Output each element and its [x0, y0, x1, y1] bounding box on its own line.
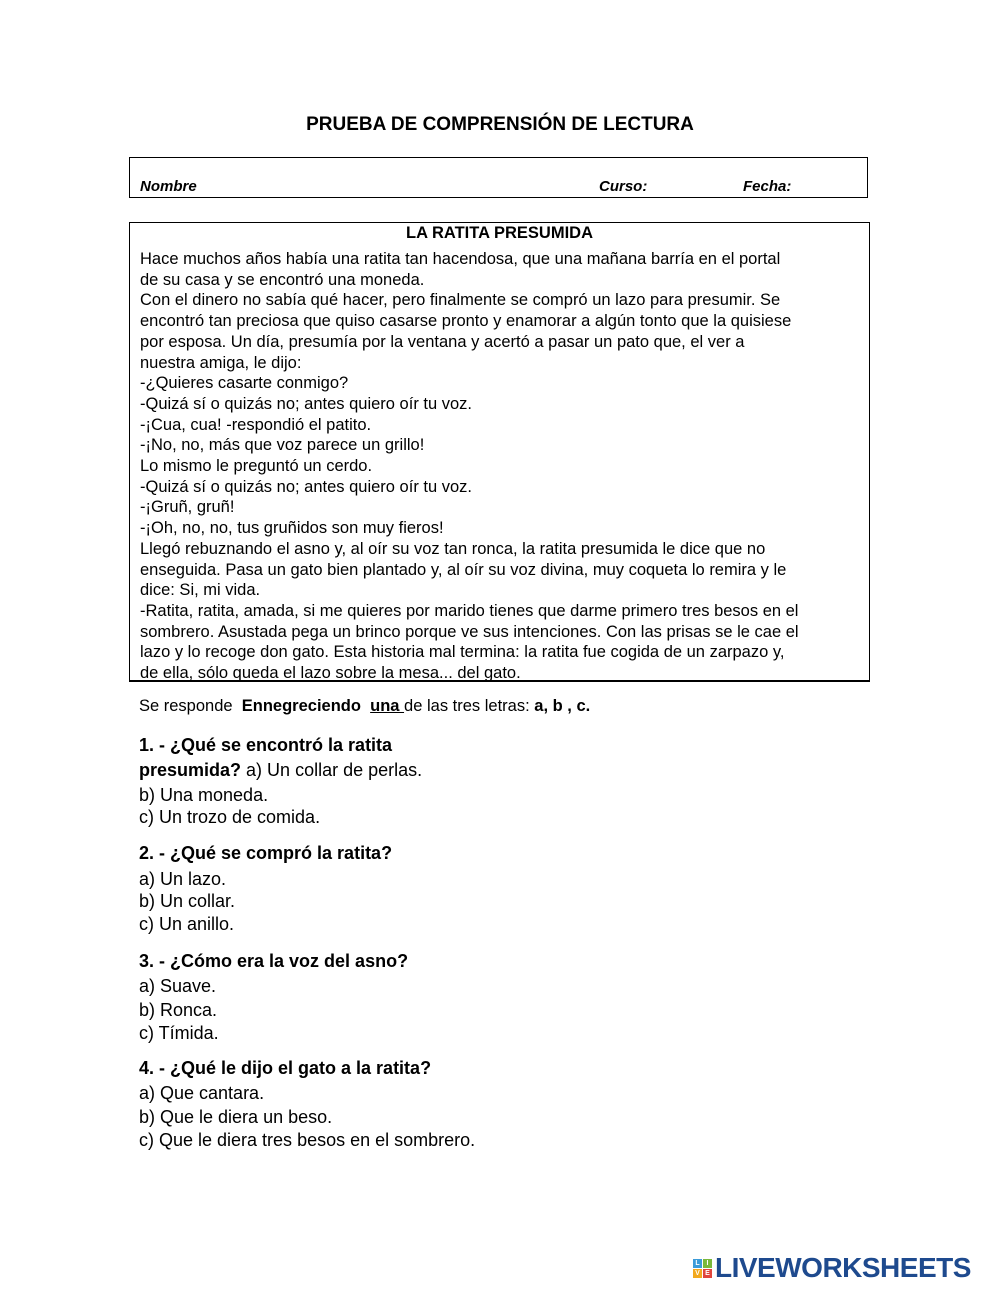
option-3a[interactable]: a) Suave. [139, 976, 217, 996]
option-3b[interactable]: b) Ronca. [139, 1000, 218, 1020]
story-text [140, 249, 859, 684]
option-1a[interactable]: a) Un collar de perlas. [246, 760, 423, 780]
option-4b[interactable]: b) Que le diera un beso. [139, 1107, 333, 1127]
option-2b[interactable]: b) Un collar. [139, 891, 236, 911]
question-1: 1. - ¿Qué se encontró la ratita [139, 735, 393, 755]
option-2a[interactable]: a) Un lazo. [139, 869, 227, 889]
story-line: Lo mismo le preguntó un cerdo. [140, 457, 373, 476]
option-2c[interactable]: c) Un anillo. [139, 914, 235, 934]
story-line: de su casa y se encontró una moneda. [140, 270, 425, 289]
story-line: -Quizá sí o quizás no; antes quiero oír tu voz. [140, 477, 473, 496]
option-1c[interactable]: c) Un trozo de comida. [139, 807, 321, 827]
story-line: -Quizá sí o quizás no; antes quiero oír tu voz. [140, 394, 473, 413]
question-2: 2. - ¿Qué se compró la ratita? [139, 843, 393, 863]
instruction-text-2: de las tres letras: [404, 697, 530, 715]
option-1b[interactable]: b) Una moneda. [139, 785, 269, 805]
story-line: Llegó rebuznando el asno y, al oír su voz tan ronca, la ratita presumida le dice que no [140, 539, 766, 558]
logo-mark-icon: L I V E [693, 1259, 712, 1278]
logo-text: LIVEWORKSHEETS [715, 1252, 971, 1283]
question-1-text: presumida? [139, 760, 242, 780]
story-line: lazo y lo recoge don gato. Esta historia mal termina: la ratita fue cogida de un zarpazo y, [140, 643, 785, 662]
story-line: -¡Oh, no, no, tus gruñidos son muy fieros! [140, 519, 444, 538]
instruction-letters: a, b , c. [529, 697, 591, 715]
instruction [139, 697, 590, 716]
story-line: dice: Si, mi vida. [140, 581, 261, 600]
story-line: -Ratita, ratita, amada, si me quieres por marido tienes que darme primero tres besos en el [140, 601, 799, 620]
story-line: encontró tan preciosa que quiso casarse pronto y enamorar a algún tonto que la quisiese [140, 312, 792, 331]
instruction-spacer [361, 697, 370, 715]
liveworksheets-logo [693, 1253, 971, 1283]
story-line: -¡Cua, cua! -respondió el patito. [140, 415, 372, 434]
question-4: 4. - ¿Qué le dijo el gato a la ratita? [139, 1058, 432, 1078]
story-line: -¿Quieres casarte conmigo? [140, 374, 349, 393]
question-3: 3. - ¿Cómo era la voz del asno? [139, 951, 409, 971]
story-line: -¡No, no, más que voz parece un grillo! [140, 436, 425, 455]
story-line: de ella, sólo queda el lazo sobre la mesa... del gato. [140, 664, 521, 683]
fecha-label: Fecha: [743, 178, 792, 195]
option-3c[interactable]: c) Tímida. [139, 1023, 219, 1043]
curso-label: Curso: [599, 178, 648, 195]
story-line: enseguida. Pasa un gato bien plantado y, al oír su voz divina, muy coqueta lo remira y le [140, 560, 787, 579]
instruction-bold: Ennegreciendo [241, 697, 361, 715]
instruction-underline: una [370, 697, 405, 715]
story-title: LA RATITA PRESUMIDA [406, 224, 593, 242]
nombre-label: Nombre [140, 178, 197, 195]
option-4a[interactable]: a) Que cantara. [139, 1083, 265, 1103]
story-box [129, 222, 870, 682]
option-4c[interactable]: c) Que le diera tres besos en el sombrero. [139, 1130, 476, 1150]
student-info-box [129, 157, 868, 198]
story-line: -¡Gruñ, gruñ! [140, 498, 235, 517]
question-1-line2 [139, 760, 422, 781]
instruction-text: Se responde [139, 697, 242, 715]
story-line: Hace muchos años había una ratita tan hacendosa, que una mañana barría en el portal [140, 250, 781, 268]
story-line: Con el dinero no sabía qué hacer, pero finalmente se compró un lazo para presumir. Se [140, 291, 781, 310]
story-line: nuestra amiga, le dijo: [140, 353, 302, 372]
page-title: PRUEBA DE COMPRENSIÓN DE LECTURA [306, 114, 694, 135]
story-line: sombrero. Asustada pega un brinco porque ve sus intenciones. Con las prisas se le cae el [140, 622, 799, 641]
story-line: por esposa. Un día, presumía por la ventana y acertó a pasar un pato que, el ver a [140, 332, 745, 351]
